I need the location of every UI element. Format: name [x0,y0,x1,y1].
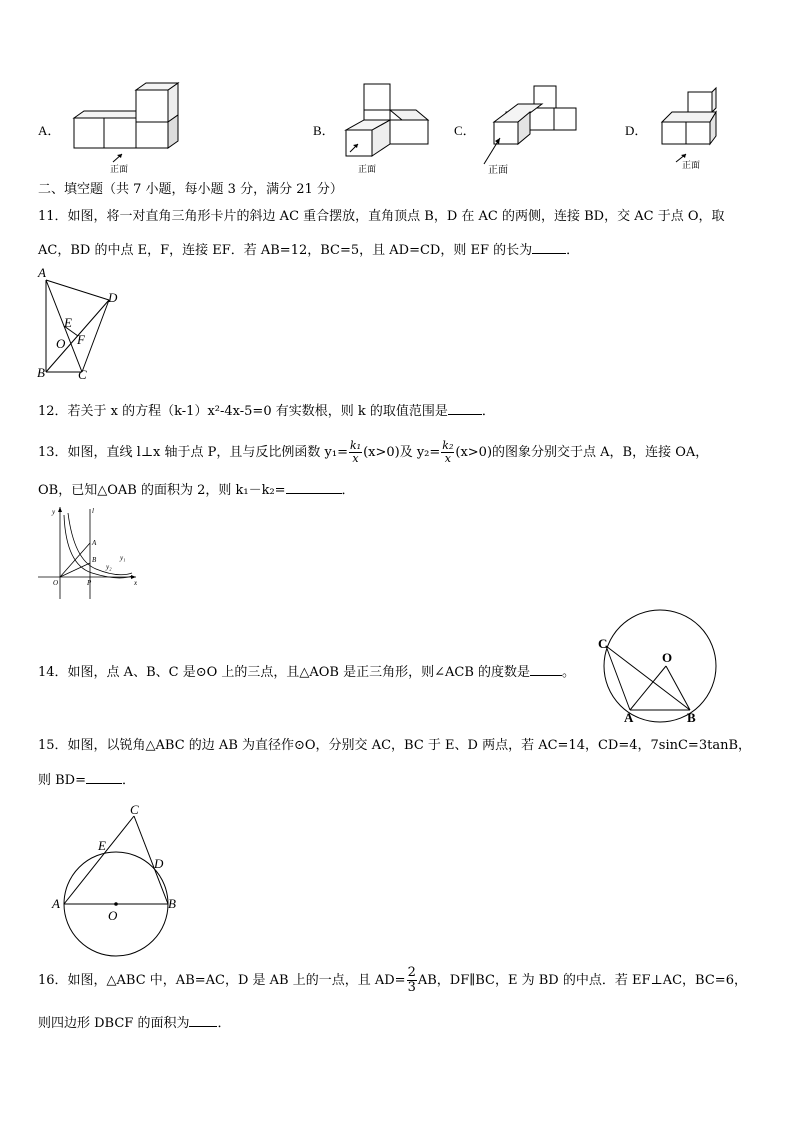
q15-label-a: A [52,896,60,911]
q13-line2 [38,480,355,499]
q13-x2: x [444,452,451,465]
option-a-front-label: 正面 [110,164,129,174]
option-b-label: B． [313,123,335,138]
q15-answer-blank [86,770,122,784]
q11-end: ． [566,243,580,258]
q13-label-l: l [92,507,94,515]
q13-line1 [38,436,708,470]
q14-label-o: O [662,650,673,665]
q11-line2-text: AC，BD 的中点 E，F，连接 EF．若 AB=12，BC=5，且 AD=CD，则 EF 的长为 [38,243,533,258]
q11-label-c: C [78,367,87,382]
q13-k1: k₁ [349,439,362,452]
q16-fraction [407,966,417,995]
q16-num: 2 [407,965,416,980]
q13-fraction-2 [441,440,454,465]
q16-answer-blank [189,1013,217,1027]
q15-line2 [38,770,135,789]
option-a-figure [66,80,186,175]
q14-label-c: C [598,636,608,651]
option-d-label: D． [625,123,648,138]
q16-part1: 16．如图，△ABC 中，AB=AC，D 是 AB 上的一点，且 AD= [38,973,406,988]
q16-part2: AB，DF∥BC，E 为 BD 的中点．若 EF⊥AC，BC=6， [417,973,747,988]
q11-label-f: F [77,332,85,347]
q11-label-o: O [56,336,66,351]
q13-line2-text: OB，已知△OAB 的面积为 2，则 k₁－k₂= [38,483,286,498]
q13-label-y: y [52,508,56,516]
q16-line1 [38,964,747,998]
q11-label-b: B [37,365,45,380]
q14-label-b: B [687,710,696,725]
q12-text: 12．若关于 x 的方程（k-1）x²-4x-5=0 有实数根，则 k 的取值范围是 [38,404,448,419]
option-c-front-label: 正面 [488,165,508,176]
q16-line2-text: 则四边形 DBCF 的面积为 [38,1016,190,1031]
option-b-front-label: 正面 [358,164,377,174]
q13-k2: k₂ [442,439,454,452]
option-b-figure [336,82,436,177]
q11-label-d: D [108,290,118,305]
q13-label-x: x [134,579,138,587]
option-d-front-label: 正面 [682,160,701,170]
q13-part3: (x>0)的图象分别交于点 A，B，连接 OA， [455,445,709,460]
q14-end: 。 [562,665,576,680]
q11-answer-blank [532,240,566,254]
q13-fraction-1 [349,440,362,465]
q13-label-p: P [87,579,92,587]
q15-label-c: C [130,802,139,817]
q14-line [38,662,575,681]
q16-line2 [38,1013,230,1032]
q14-text: 14．如图，点 A、B、C 是⊙O 上的三点，且△AOB 是正三角形，则∠ACB 的度数是 [38,665,531,680]
option-d-figure [652,86,732,174]
q16-den: 3 [407,980,416,995]
q13-label-a: A [92,539,97,547]
q15-label-b: B [168,896,176,911]
q11-figure [34,264,134,384]
q12-end: ． [481,404,495,419]
q13-part2: (x>0)及 y₂= [363,445,441,460]
q12-line [38,401,495,420]
q14-figure [594,606,724,730]
q15-end: ． [122,773,136,788]
q13-part1: 13．如图，直线 l⊥x 轴于点 P，且与反比例函数 y₁= [38,445,348,460]
q16-end: ． [217,1016,231,1031]
q15-label-e: E [98,838,106,853]
q15-line1: 15．如图，以锐角△ABC 的边 AB 为直径作⊙O，分别交 AC，BC 于 E、D 两点，若 AC=14，CD=4，7sinC=3tanB， [38,738,751,753]
q11-label-e: E [64,315,72,330]
q15-label-o: O [108,908,118,923]
q11-line1: 11．如图，将一对直角三角形卡片的斜边 AC 重合摆放，直角顶点 B，D 在 AC 的两侧，连接 BD，交 AC 于点 O，取 [38,209,725,224]
option-c-figure [478,82,588,177]
q13-label-y1: y₁ [120,554,126,562]
q13-x1: x [352,452,359,465]
q13-figure [36,505,146,605]
q13-label-b: B [92,556,97,564]
option-c-label: C． [454,123,476,138]
q14-answer-blank [530,662,562,676]
q14-label-a: A [624,710,634,725]
q15-label-d: D [154,856,164,871]
q13-answer-blank [286,480,342,494]
option-a-label: A． [38,123,61,138]
q15-figure [48,800,188,960]
q13-end: ． [341,483,355,498]
q12-answer-blank [448,401,482,415]
q15-line2-text: 则 BD= [38,773,87,788]
q13-label-o: O [53,579,59,587]
q11-line2 [38,240,579,259]
section-title: 二、填空题（共 7 小题，每小题 3 分，满分 21 分） [38,182,343,197]
q11-label-a: A [38,265,46,280]
q13-label-y2: y₂ [106,563,112,571]
